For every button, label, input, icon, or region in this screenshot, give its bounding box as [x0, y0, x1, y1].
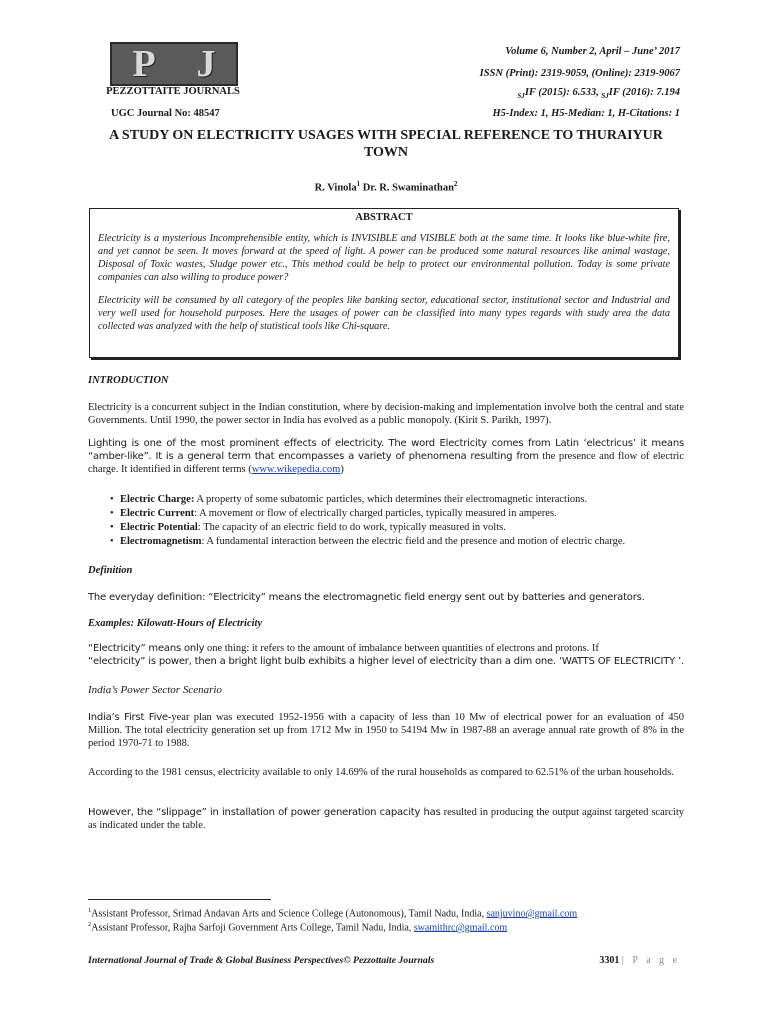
- sjif-2016: IF (2016): 7.194: [608, 87, 680, 98]
- abstract-box: [89, 208, 679, 358]
- page-number: 3301: [599, 955, 620, 966]
- bullet-term: Electromagnetism: [120, 536, 202, 547]
- list-item: [88, 507, 684, 521]
- power-sector-paragraph-1: [88, 711, 684, 750]
- authors: [88, 180, 684, 194]
- sjif-prefix-b: SJ: [601, 92, 609, 101]
- examples-paragraph: [88, 642, 684, 668]
- list-item: [88, 493, 684, 507]
- page-label: | P a g e: [621, 955, 680, 966]
- journal-logo: [110, 42, 238, 86]
- author-1: R. Vinola: [314, 182, 357, 194]
- abstract-paragraph-1: Electricity is a mysterious Incomprehensible entity, which is INVISIBLE and VISIBLE both at the same time. It looks like blue-white fire, and yet cannot be seen. It moves forward at the speed of light. A power can be produced some natural resources like animal wastage, Disposal of Toxic wastes, Sludge power etc., This method could be help to protect our environmental pollution. Today is some private companies can also willing to produce power?: [98, 233, 670, 283]
- h-index-info: H5-Index: 1, H5-Median: 1, H-Citations: 1: [492, 108, 680, 119]
- list-item: [88, 535, 684, 549]
- footer-page: [599, 955, 680, 966]
- footnote-1-number: 1: [88, 907, 92, 914]
- examples-l1-text: one thing: it refers to the amount of imbalance between quantities of electrons and protons. If: [204, 643, 599, 654]
- power-p1-text: -year plan was executed 1952-1956 with a capacity of less than 10 Mw of electrical power for an evaluation of 450 Million. The total electricity generation set up from 1712 Mw in 1950 to 54194 Mw in 1987-88 an average annual rate growth of 8% in the period 1970-71 to 1988.: [88, 712, 684, 749]
- intro-p2-text: the presence and flow of electric charge. It identified in different terms (: [88, 451, 684, 475]
- journal-name: PEZZOTTAITE JOURNALS: [106, 86, 240, 97]
- power-sector-heading: India’s Power Sector Scenario: [88, 684, 222, 696]
- footnote-divider: [88, 899, 271, 900]
- ugc-journal-number: UGC Journal No: 48547: [111, 108, 220, 119]
- bullet-text: : The capacity of an electric field to do work, typically measured in volts.: [197, 522, 506, 533]
- footnote-1-email-link[interactable]: sanjuvino@gmail.com: [486, 908, 578, 920]
- author-2-sup: 2: [453, 180, 458, 188]
- abstract-heading: ABSTRACT: [355, 212, 413, 223]
- power-p3-text: resulted in producing the output against targeted scarcity as indicated under the table.: [88, 807, 684, 831]
- author-2: Dr. R. Swaminathan: [360, 182, 454, 194]
- paper-title: A STUDY ON ELECTRICITY USAGES WITH SPECIAL REFERENCE TO THURAIYUR TOWN: [109, 128, 663, 160]
- intro-paragraph-2: [88, 437, 684, 476]
- footnote-1-text: Assistant Professor, Srimad Andavan Arts and Science College (Autonomous), Tamil Nadu, India,: [91, 908, 487, 920]
- abstract-paragraph-2: Electricity will be consumed by all category of the peoples like banking sector, educational sector, institutional sector and Industrial and very well used for household purposes. Here the usages of power can be classified into many types regards with study area the data collected was analyzed with the help of statistical tools like Chi-square.: [98, 295, 670, 332]
- bullet-text: : A movement or flow of electrically charged particles, typically measured in amperes.: [194, 508, 557, 519]
- examples-l1-highlight: “Electricity” means only: [88, 643, 205, 654]
- list-item: [88, 521, 684, 535]
- bullet-text: A property of some subatomic particles, which determines their electromagnetic interactions.: [194, 494, 588, 505]
- power-p3-highlight: However, the “slippage” in installation of power generation capacity has: [88, 807, 441, 818]
- footnote-2: [88, 919, 507, 934]
- definition-text: The everyday definition: “Electricity” means the electromagnetic field energy sent out by batteries and generators.: [88, 592, 645, 603]
- intro-p2-end: ): [340, 464, 344, 475]
- examples-l2-highlight: “electricity” is power, then a bright light bulb exhibits a higher level of electricity than a dim one. ‘WATTS OF ELECTRICITY ’.: [88, 656, 684, 667]
- introduction-heading: INTRODUCTION: [88, 375, 169, 386]
- bullet-term: Electric Potential: [120, 522, 198, 533]
- intro-p2-highlight: Lighting is one of the most prominent effects of electricity. The word Electricity comes from Latin ‘electricus’ it means “amber-like”. It is a general term that encompasses a variety of phenomena resulting from: [88, 438, 684, 462]
- definition-heading: Definition: [88, 565, 133, 576]
- examples-heading: Examples: Kilowatt-Hours of Electricity: [88, 618, 263, 629]
- volume-info: Volume 6, Number 2, April – June’ 2017: [505, 46, 680, 57]
- issn-info: ISSN (Print): 2319-9059, (Online): 2319-9067: [479, 68, 680, 79]
- bullet-term: Electric Current: [120, 508, 195, 519]
- logo-letter-j: J: [196, 43, 216, 85]
- power-p1-highlight: India’s First Five: [88, 712, 168, 723]
- sjif-info: [517, 87, 680, 100]
- sjif-prefix-a: SJ: [517, 92, 525, 101]
- footnote-2-number: 2: [88, 921, 92, 928]
- sjif-2015: IF (2015): 6.533,: [524, 87, 602, 98]
- bullet-term: Electric Charge:: [120, 494, 195, 505]
- bullet-text: : A fundamental interaction between the electric field and the presence and motion of electric charge.: [201, 536, 626, 547]
- footnote-2-text: Assistant Professor, Rajha Sarfoji Government Arts College, Tamil Nadu, India,: [91, 922, 414, 934]
- logo-letter-p: P: [132, 43, 156, 85]
- author-1-sup: 1: [356, 180, 361, 188]
- footer-journal-name: International Journal of Trade & Global Business Perspectives© Pezzottaite Journals: [88, 955, 435, 966]
- definitions-list: [88, 493, 684, 549]
- intro-paragraph-1: Electricity is a concurrent subject in the Indian constitution, where by decision-making and implementation involve both the central and state Governments. Until 1990, the power sector in India has evolved as a public monopoly. (Kirit S. Parikh, 1997).: [88, 402, 684, 426]
- power-sector-paragraph-3: [88, 806, 684, 832]
- power-sector-paragraph-2: According to the 1981 census, electricity available to only 14.69% of the rural households as compared to 62.51% of the urban households.: [88, 767, 674, 778]
- wikipedia-link[interactable]: www.wikepedia.com: [251, 464, 341, 475]
- footnote-2-email-link[interactable]: swamithrc@gmail.com: [413, 922, 508, 934]
